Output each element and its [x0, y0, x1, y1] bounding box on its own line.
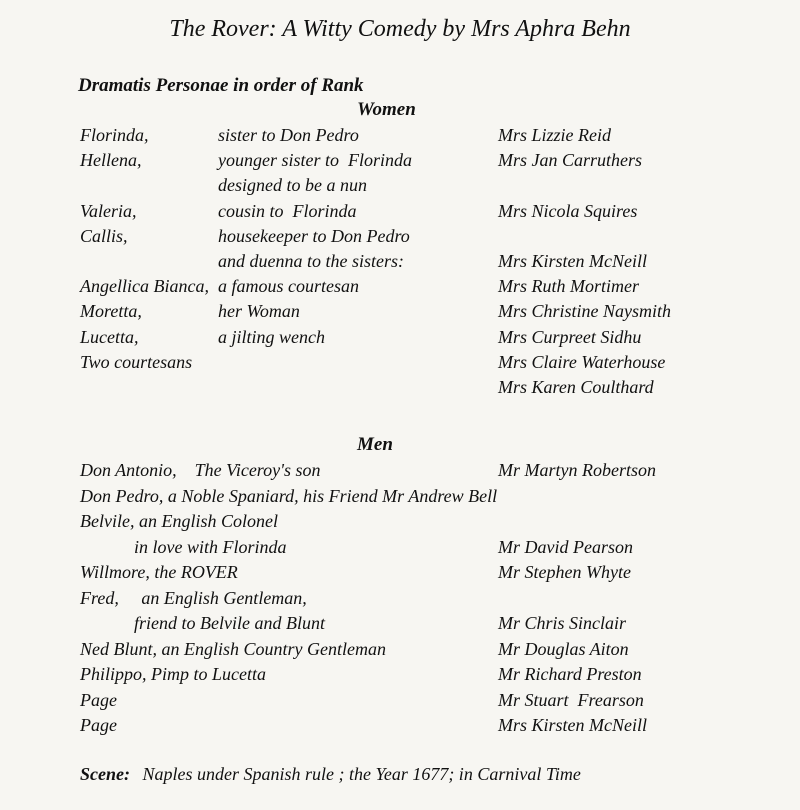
women-heading: Women: [357, 99, 416, 120]
cast-role-name: Belvile, an English Colonel: [80, 511, 278, 531]
cast-role-description: younger sister to Florinda: [218, 150, 412, 171]
cast-role-description: housekeeper to Don Pedro: [218, 225, 410, 246]
cast-role-name: in love with Florinda: [80, 536, 287, 557]
cast-role-name: Angellica Bianca,: [80, 276, 209, 297]
cast-role-name: Page: [80, 715, 117, 735]
cast-role-name: Don Pedro, a Noble Spaniard, his Friend Mr Andrew Bell: [80, 485, 498, 506]
cast-role-name: Valeria,: [80, 200, 137, 221]
cast-actor-name: Mrs Christine Naysmith: [498, 301, 672, 322]
cast-actor-name: Mr David Pearson: [498, 536, 633, 557]
cast-role-description: cousin to Florinda: [218, 200, 357, 221]
cast-actor-name: Mrs Kirsten McNeill: [498, 251, 647, 271]
cast-actor-name: Mr Douglas Aiton: [498, 638, 629, 659]
cast-actor-name: Mrs Ruth Mortimer: [498, 276, 639, 297]
cast-role-name: Page: [80, 689, 117, 710]
cast-role-name: Fred, an English Gentleman,: [80, 587, 307, 608]
cast-role-name: Hellena,: [80, 150, 142, 171]
cast-actor-name: Mrs Claire Waterhouse: [498, 351, 666, 372]
cast-role-description: a famous courtesan: [218, 276, 359, 297]
cast-role-description: designed to be a nun: [218, 175, 367, 196]
cast-actor-name: Mrs Kirsten McNeill: [498, 715, 647, 735]
dramatis-personae-heading: Dramatis Personae in order of Rank: [78, 75, 364, 96]
cast-role-name: Willmore, the ROVER: [80, 562, 238, 582]
cast-role-name: friend to Belvile and Blunt: [80, 613, 325, 633]
men-heading: Men: [357, 434, 393, 455]
cast-role-name: Lucetta,: [80, 326, 139, 347]
cast-role-description: and duenna to the sisters:: [218, 251, 404, 271]
cast-role-name: Ned Blunt, an English Country Gentleman: [80, 638, 386, 659]
cast-actor-name: Mr Stuart Frearson: [498, 689, 644, 710]
scene-line: [80, 764, 581, 785]
scene-text: Naples under Spanish rule ; the Year 1677; in Carnival Time: [142, 764, 581, 784]
cast-role-name: Moretta,: [80, 301, 142, 322]
cast-role-name: Callis,: [80, 225, 128, 246]
cast-role-name: Florinda,: [80, 125, 149, 145]
cast-actor-name: Mr Chris Sinclair: [498, 613, 627, 633]
cast-role-name: Philippo, Pimp to Lucetta: [80, 664, 266, 684]
cast-actor-name: Mr Richard Preston: [498, 664, 642, 684]
cast-actor-name: Mr Stephen Whyte: [498, 562, 631, 582]
cast-role-description: her Woman: [218, 301, 300, 322]
scene-label: Scene:: [80, 764, 130, 784]
cast-actor-name: Mrs Curpreet Sidhu: [498, 326, 642, 347]
cast-role-name: Two courtesans: [80, 351, 193, 372]
cast-actor-name: Mrs Jan Carruthers: [498, 150, 643, 171]
cast-actor-name: Mrs Lizzie Reid: [498, 125, 612, 145]
cast-actor-name: Mr Martyn Robertson: [498, 460, 656, 480]
cast-actor-name: Mrs Karen Coulthard: [498, 377, 654, 397]
cast-role-description: a jilting wench: [218, 326, 325, 347]
page-title: The Rover: A Witty Comedy by Mrs Aphra Behn: [169, 16, 631, 42]
cast-role-description: sister to Don Pedro: [218, 125, 359, 145]
cast-role-name: Don Antonio, The Viceroy's son: [80, 460, 321, 480]
cast-actor-name: Mrs Nicola Squires: [498, 200, 638, 221]
